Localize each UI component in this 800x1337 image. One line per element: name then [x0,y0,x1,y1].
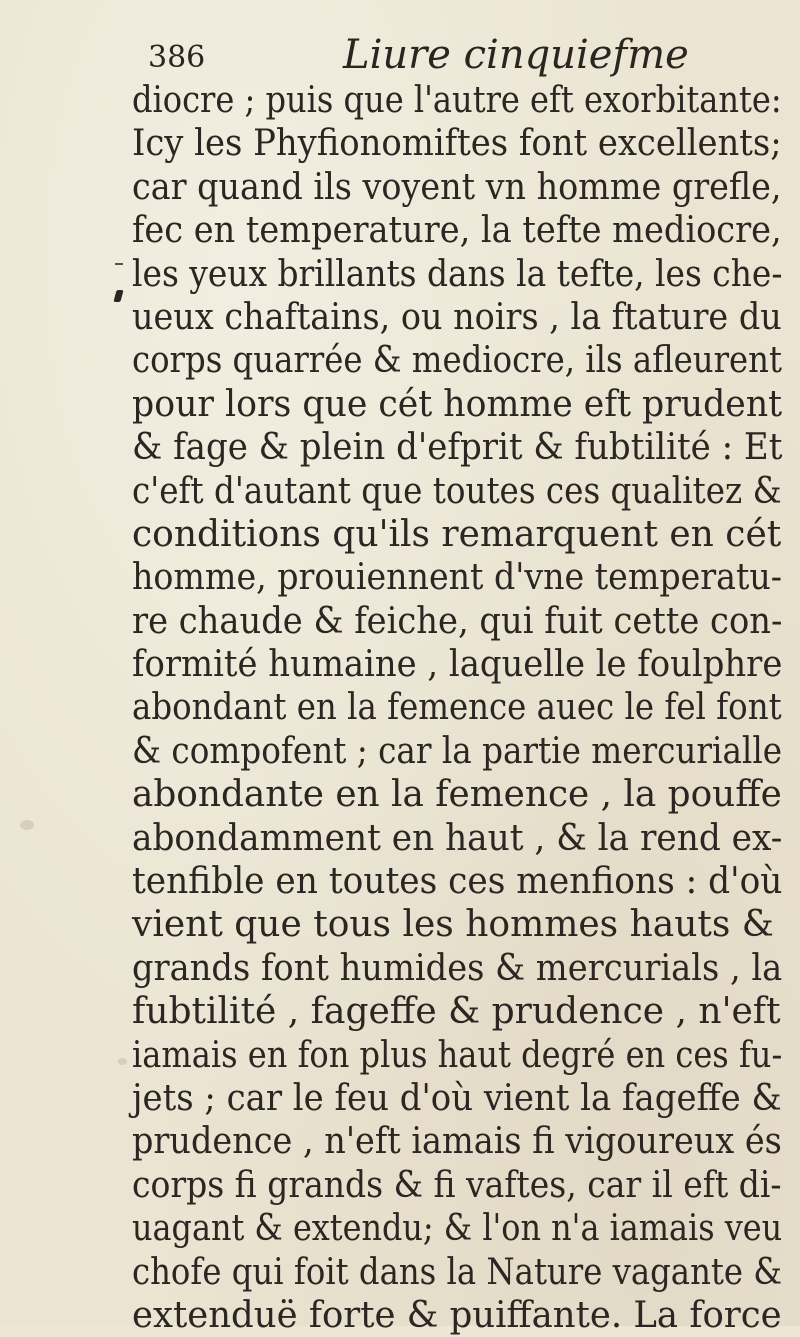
text-line: fec en temperature, la tefte mediocre, [132,210,782,252]
paper-stain [20,820,34,830]
text-line: jets ; car le feu d'où vient la fageffe & [132,1077,782,1119]
margin-mark [115,263,123,265]
text-line: formité humaine , laquelle le foulphre [132,644,783,686]
text-line: corps quarrée & mediocre, ils afleurent [132,340,782,382]
text-line: prudence , n'eft iamais fi vigoureux és [132,1121,782,1163]
text-line: vient que tous les hommes hauts & [132,904,774,946]
text-line: homme, prouiennent d'vne temperatu- [132,557,782,599]
text-line: diocre ; puis que l'autre eft exorbitante: [132,80,782,121]
paper-stain [118,1058,127,1065]
running-head: Liure cinquiefme [343,32,689,78]
text-line: grands font humides & mercurials , la [132,947,783,989]
text-line: re chaude & feiche, qui fuit cette con- [132,600,783,642]
text-line: ueux chaftains, ou noirs , la ftature du [132,296,782,338]
text-line: uagant & extendu; & l'on n'a iamais veu [132,1208,783,1250]
text-line: tenfible en toutes ces menfions : d'où [132,861,783,903]
text-line: car quand ils voyent vn homme grefle, [132,166,782,208]
text-line: iamais en fon plus haut degré en ces fu- [132,1034,783,1076]
margin-mark [113,290,123,302]
text-line: c'eft d'autant que toutes ces qualitez & [132,470,782,512]
text-line: fubtilité , fageffe & prudence , n'eft [132,991,781,1033]
text-line: abondant en la femence auec le fel font [132,687,782,729]
body-text [132,79,782,1337]
text-line: abondamment en haut , & la rend ex- [132,817,783,859]
text-line: Icy les Phyfionomiftes font excellents; [132,123,782,165]
text-line: les yeux brillants dans la tefte, les che- [132,253,783,295]
text-line: & compofent ; car la partie mercurialle [132,730,783,772]
text-line: abondante en la femence , la pouffe [132,774,782,816]
text-line: corps fi grands & fi vaftes, car il eft di- [132,1164,782,1206]
text-line: pour lors que cét homme eft prudent [132,383,783,425]
text-line: chofe qui foit dans la Nature vagante & [132,1251,783,1293]
page-number: 386 [148,40,206,75]
text-line: extenduë forte & puiffante. La force [132,1294,782,1336]
text-line: & fage & plein d'efprit & fubtilité : Et [132,427,783,469]
text-line: conditions qu'ils remarquent en cét [132,513,782,555]
